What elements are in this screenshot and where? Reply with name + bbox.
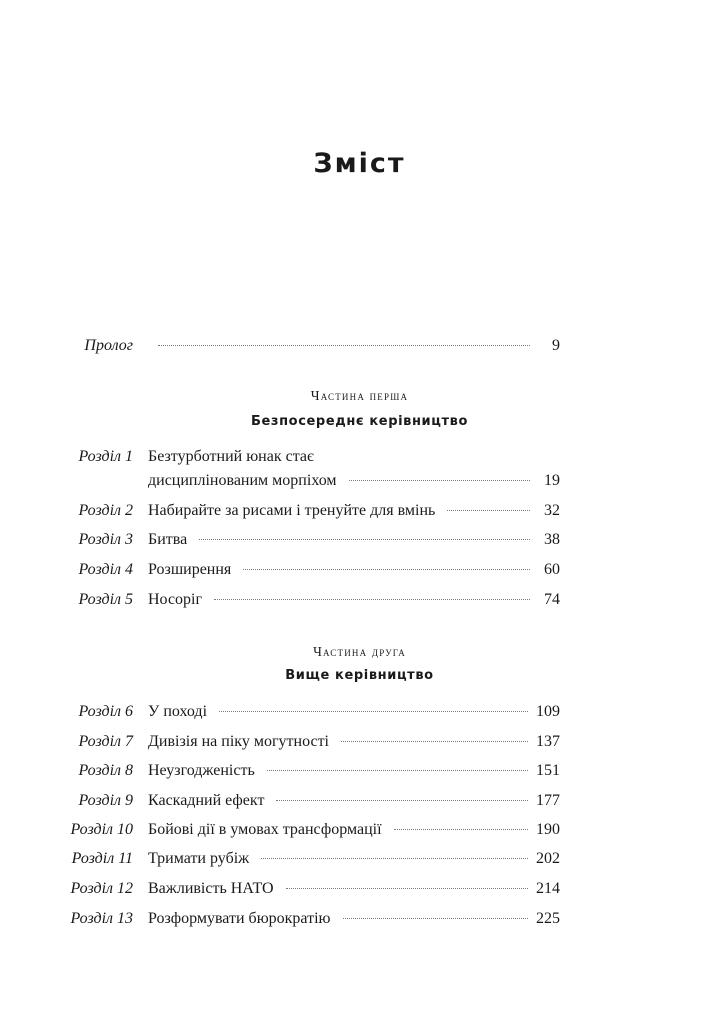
- toc-entry-body: [148, 588, 560, 612]
- toc-label: Розділ 13: [70, 910, 133, 927]
- toc-entry-body: [148, 877, 560, 901]
- toc-entry-body: [148, 499, 560, 523]
- dot-leader: [394, 829, 528, 830]
- chapter-title: Бойові дії в умовах трансформації: [148, 821, 382, 838]
- page-number: 137: [536, 733, 560, 750]
- toc-entry-body: [148, 528, 560, 552]
- toc-entry-body: [148, 445, 560, 469]
- toc-entry-chapter-4[interactable]: [0, 558, 719, 582]
- toc-label: Розділ 6: [78, 703, 133, 720]
- chapter-title: Битва: [148, 531, 188, 548]
- chapter-title: Неузгодженість: [148, 762, 255, 779]
- toc-entry-prolog[interactable]: [0, 334, 719, 358]
- toc-label: Розділ 12: [70, 880, 133, 897]
- part-1-label: Частина перша: [310, 388, 409, 403]
- page-number: 177: [536, 792, 560, 809]
- dot-leader: [199, 539, 530, 540]
- toc-entry-chapter-6[interactable]: [0, 700, 719, 724]
- page-number: 109: [536, 703, 560, 720]
- dot-leader: [219, 711, 528, 712]
- toc-label: Розділ 7: [78, 733, 133, 750]
- toc-entry-body: [148, 847, 560, 871]
- dot-leader: [276, 800, 528, 801]
- toc-label: Розділ 11: [71, 850, 133, 867]
- chapter-title: Набирайте за рисами і тренуйте для вмінь: [148, 502, 436, 519]
- toc-entry-body: [148, 759, 560, 783]
- part-2-label: Частина друга: [313, 644, 406, 659]
- dot-leader: [261, 858, 528, 859]
- page-number: 9: [552, 337, 560, 354]
- toc-entry-body: [148, 700, 560, 724]
- toc-entry-body: [148, 818, 560, 842]
- page-number: 60: [544, 561, 560, 578]
- chapter-title: Носоріг: [148, 591, 203, 608]
- toc-entry-chapter-9[interactable]: [0, 789, 719, 813]
- page-number: 151: [536, 762, 560, 779]
- toc-entry-chapter-10[interactable]: [0, 818, 719, 842]
- toc-entry-chapter-8[interactable]: [0, 759, 719, 783]
- page-number: 190: [536, 821, 560, 838]
- part-1-title: Безпосереднє керівництво: [251, 414, 468, 429]
- toc-label: Розділ 4: [78, 561, 133, 578]
- page-number: 38: [544, 531, 560, 548]
- dot-leader: [214, 599, 530, 600]
- page-number: 32: [544, 502, 560, 519]
- toc-entry-body: [148, 558, 560, 582]
- page-title: Зміст: [313, 148, 406, 179]
- chapter-title: Розширення: [148, 561, 232, 578]
- chapter-title: У поході: [148, 703, 208, 720]
- toc-label: Розділ 3: [78, 531, 133, 548]
- toc-label: Розділ 1: [78, 448, 133, 465]
- chapter-title: Важливість НАТО: [148, 880, 274, 897]
- page-number: 202: [536, 850, 560, 867]
- dot-leader: [341, 741, 528, 742]
- chapter-title: Дивізія на піку могутності: [148, 733, 329, 750]
- chapter-title: Розформувати бюрократію: [148, 910, 331, 927]
- dot-leader: [447, 510, 530, 511]
- toc-label: Розділ 2: [78, 502, 133, 519]
- toc-label: Пролог: [84, 337, 133, 354]
- toc-entry-body: [148, 469, 560, 493]
- chapter-title: Тримати рубіж: [148, 850, 250, 867]
- page-number: 225: [536, 910, 560, 927]
- dot-leader: [349, 480, 530, 481]
- toc-entry-chapter-1-line1[interactable]: [0, 445, 719, 469]
- toc-entry-chapter-12[interactable]: [0, 877, 719, 901]
- toc-entry-chapter-1-line2[interactable]: [0, 469, 719, 493]
- dot-leader: [286, 888, 528, 889]
- dot-leader: [243, 569, 530, 570]
- toc-entry-chapter-11[interactable]: [0, 847, 719, 871]
- chapter-title: Каскадний ефект: [148, 792, 265, 809]
- dot-leader: [343, 918, 529, 919]
- toc-label: Розділ 8: [78, 762, 133, 779]
- chapter-title: дисциплінованим морпіхом: [148, 472, 337, 489]
- page-number: 19: [544, 472, 560, 489]
- toc-entry-body: [148, 907, 560, 931]
- toc-entry-body: [148, 730, 560, 754]
- toc-entry-body: [148, 334, 560, 358]
- toc-entry-body: [148, 789, 560, 813]
- toc-entry-chapter-3[interactable]: [0, 528, 719, 552]
- toc-entry-chapter-7[interactable]: [0, 730, 719, 754]
- toc-label: Розділ 5: [78, 591, 133, 608]
- part-2-title: Вище керівництво: [285, 668, 434, 683]
- toc-entry-chapter-13[interactable]: [0, 907, 719, 931]
- dot-leader: [267, 770, 528, 771]
- dot-leader: [158, 345, 530, 346]
- toc-entry-chapter-2[interactable]: [0, 499, 719, 523]
- toc-label: Розділ 9: [78, 792, 133, 809]
- toc-entry-chapter-5[interactable]: [0, 588, 719, 612]
- chapter-title: Безтурботний юнак стає: [148, 448, 314, 465]
- page-number: 74: [544, 591, 560, 608]
- toc-label: Розділ 10: [70, 821, 133, 838]
- page-number: 214: [536, 880, 560, 897]
